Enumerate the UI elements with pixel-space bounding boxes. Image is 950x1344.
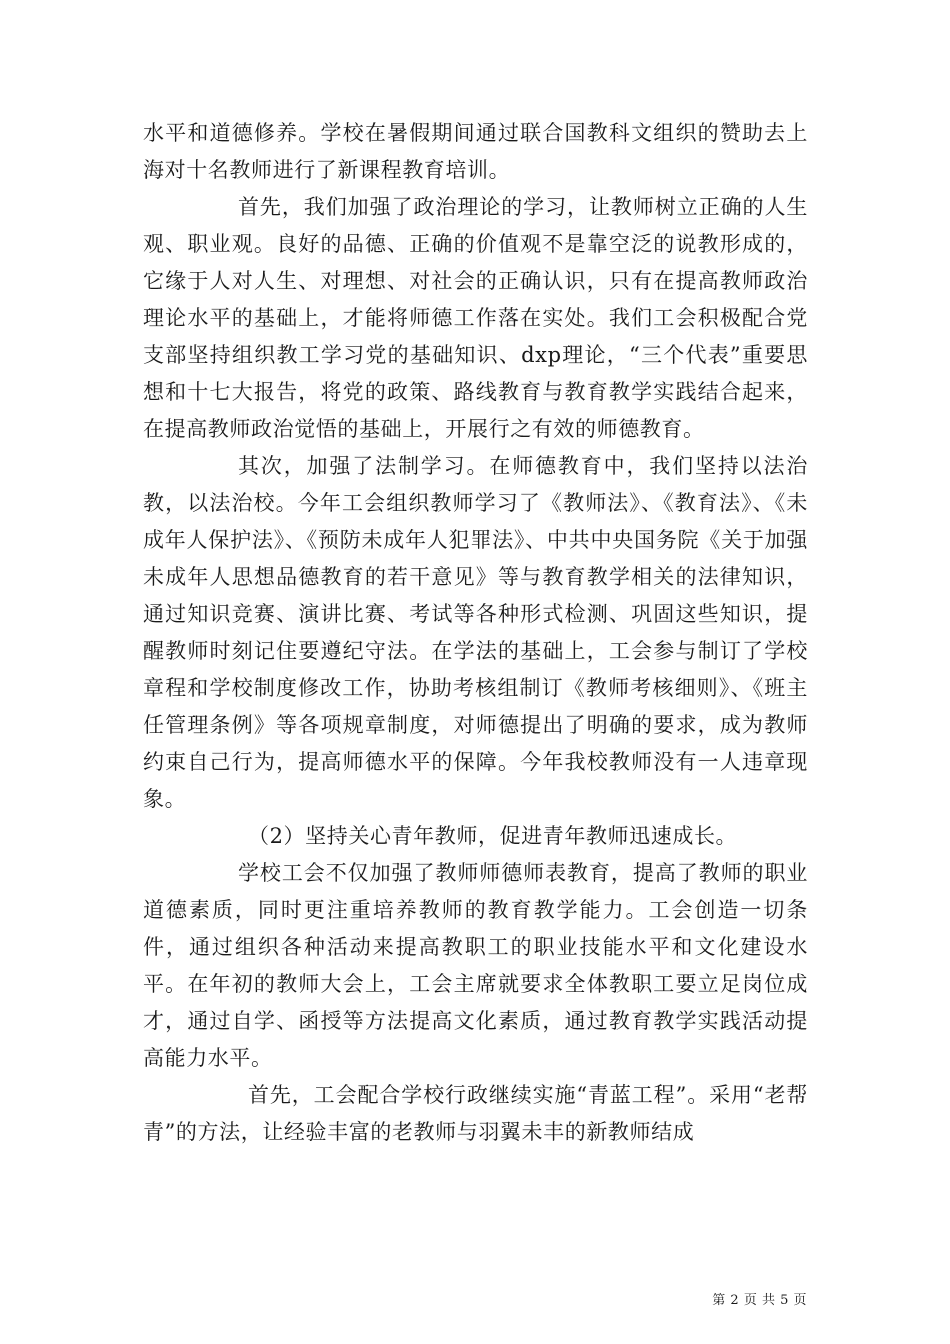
paragraph-political-theory: 首先，我们加强了政治理论的学习，让教师树立正确的人生观、职业观。良好的品德、正确的价值观不是靠空泛的说教形成的，它缘于人对人生、对理想、对社会的正确认识，只有在提高教师政治理论水平的基础上，才能将师德工作落在实处。我们工会积极配合党支部坚持组织教工学习党的基础知识、dxp理论，“三个代表”重要思想和十七大报告，将党的政策、路线教育与教育教学实践结合起来，在提高教师政治觉悟的基础上，开展行之有效的师德教育。 — [143, 195, 808, 441]
paragraph-teacher-ability: 学校工会不仅加强了教师师德师表教育，提高了教师的职业道德素质，同时更注重培养教师的教育教学能力。工会创造一切条件，通过组织各种活动来提高教职工的职业技能水平和文化建设水平。在年初的教师大会上，工会主席就要求全体教职工要立足岗位成才，通过自学、函授等方法提高文化素质，通过教育教学实践活动提高能力水平。 — [143, 861, 808, 1070]
page-number: 第 2 页 共 5 页 — [712, 1293, 807, 1308]
paragraph-continuation: 水平和道德修养。学校在暑假期间通过联合国教科文组织的赞助去上海对十名教师进行了新课程教育培训。 — [143, 121, 808, 182]
section-heading-young-teachers: （2）坚持关心青年教师，促进青年教师迅速成长。 — [248, 824, 738, 848]
paragraph-qinglan-project: 首先，工会配合学校行政继续实施“青蓝工程”。采用“老帮青”的方法，让经验丰富的老教师与羽翼未丰的新教师结成 — [143, 1083, 808, 1144]
document-body — [143, 115, 808, 1151]
paragraph-legal-study: 其次，加强了法制学习。在师德教育中，我们坚持以法治教，以法治校。今年工会组织教师学习了《教师法》、《教育法》、《未成年人保护法》、《预防未成年人犯罪法》、中共中央国务院《关于加强未成年人思想品德教育的若干意见》等与教育教学相关的法律知识，通过知识竞赛、演讲比赛、考试等各种形式检测、巩固这些知识，提醒教师时刻记住要遵纪守法。在学法的基础上，工会参与制订了学校章程和学校制度修改工作，协助考核组制订《教师考核细则》、《班主任管理条例》等各项规章制度，对师德提出了明确的要求，成为教师约束自己行为，提高师德水平的保障。今年我校教师没有一人违章现象。 — [143, 454, 808, 811]
